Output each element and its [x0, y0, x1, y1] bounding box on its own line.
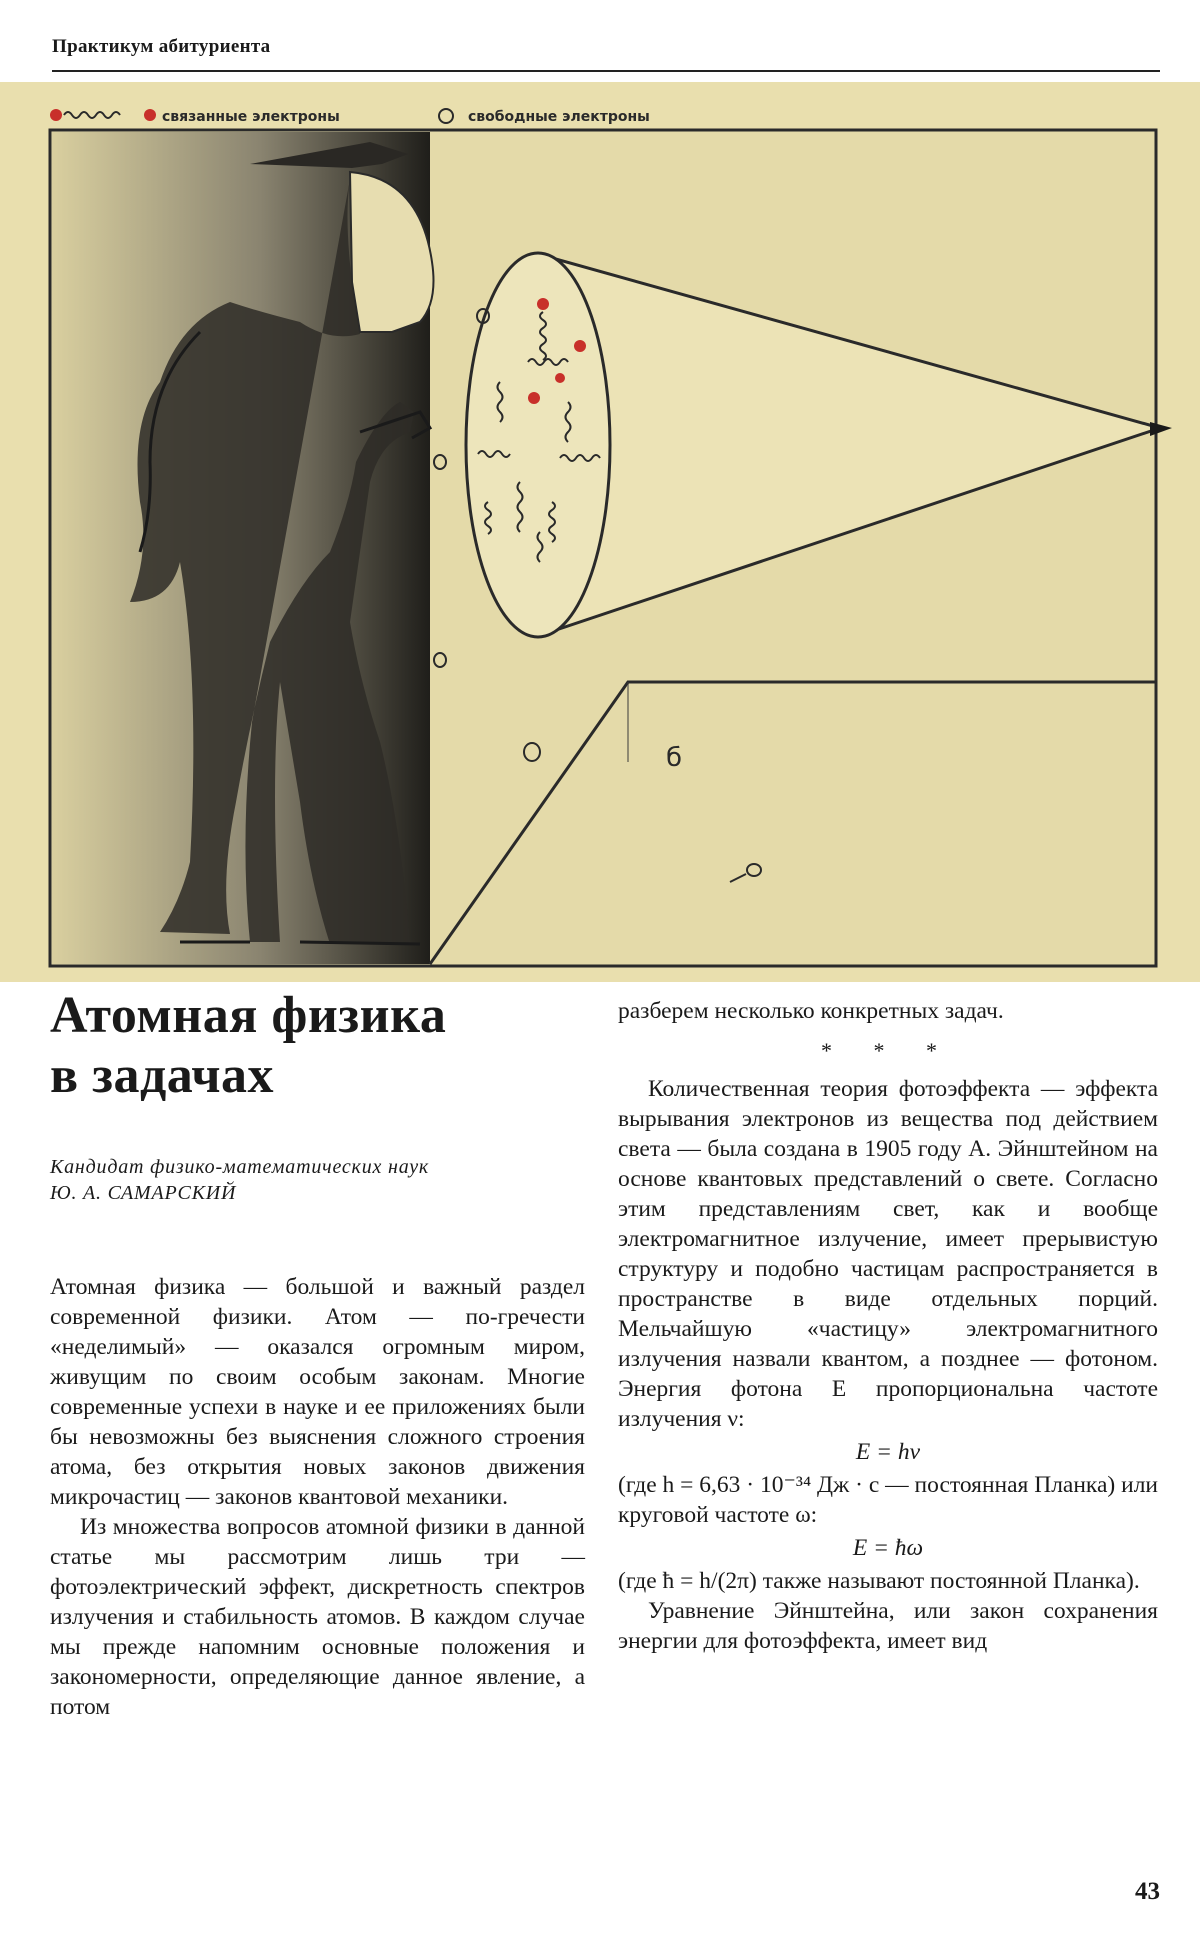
- legend-bound-label: связанные электроны: [162, 109, 340, 125]
- illustration-drawing: [0, 82, 1200, 982]
- cone-tip: [1150, 422, 1172, 436]
- spring-legend-icon: [64, 112, 120, 118]
- byline-degree: Кандидат физико-математических наук: [50, 1156, 430, 1178]
- paragraph-intro: Атомная физика — большой и важный раздел современной физики. Атом — по-гречести «неделимый» — оказался огромным миром, живущим по своим особым законам. Многие современные успехи в науке и ее приложениях были бы невозможны без выяснения сложного строения атома, без открытия новых законов движения микрочастиц — законов квантовой механики.: [50, 1274, 585, 1510]
- column-right: [618, 996, 1158, 1656]
- paragraph-continuation: разберем несколько конкретных задач.: [618, 998, 1004, 1024]
- page-number: 43: [1135, 1878, 1160, 1905]
- bound-electron-legend-icon: [144, 109, 156, 121]
- paragraph-reduced-planck: (где ħ = h/(2π) также называют постоянной Планка).: [618, 1568, 1140, 1594]
- bound-electron-legend-icon: [50, 109, 62, 121]
- illustration: [0, 82, 1200, 982]
- byline-author: Ю. А. САМАРСКИЙ: [50, 1182, 237, 1204]
- paragraph-scope: Из множества вопросов атомной физики в данной статье мы рассмотрим лишь три — фотоэлектрический эффект, дискретность спектров излучения и стабильность атомов. В каждом случае мы прежде напомним основные положения и закономерности, определяющие данное явление, а потом: [50, 1514, 585, 1720]
- column-left: [50, 1272, 585, 1722]
- bound-electron-icon: [537, 298, 549, 310]
- paragraph-einstein-equation: Уравнение Эйнштейна, или закон сохранения энергии для фотоэффекта, имеет вид: [618, 1598, 1158, 1654]
- article-title: [50, 986, 446, 1106]
- paragraph-planck: (где h = 6,63 · 10⁻³⁴ Дж · с — постоянная Планка) или круговой частоте ω:: [618, 1472, 1159, 1528]
- title-line-1: Атомная физика: [50, 987, 447, 1044]
- header-rule: [52, 70, 1160, 72]
- free-electron-legend-icon: [439, 109, 453, 123]
- bound-electron-icon: [528, 392, 540, 404]
- paragraph-photoeffect: Количественная теория фотоэффекта — эффекта вырывания электронов из вещества под действием света — была создана в 1905 году А. Эйнштейном на основе квантовых представлений о свете. Согласно этим представлениям свет, как и вообще электромагнитное излучение, имеет прерывистую структуру и подобно частицам распространяется в пространстве в виде отдельных порций. Мельчайшую «частицу» электромагнитного излучения назвали квантом, а позднее — фотоном. Энергия фотона E пропорциональна частоте излучения ν:: [618, 1076, 1158, 1432]
- bound-electron-icon: [574, 340, 586, 352]
- legend-free-label: свободные электроны: [468, 109, 650, 125]
- legend: [50, 109, 650, 125]
- formula-energy-angular: E = ħω: [852, 1535, 924, 1561]
- sketch-mark: б: [666, 743, 683, 773]
- running-head: Практикум абитуриента: [52, 36, 271, 57]
- title-line-2: в задачах: [50, 1047, 275, 1104]
- bound-electron-icon: [555, 373, 565, 383]
- byline: [50, 1154, 429, 1206]
- formula-energy-frequency: E = hν: [855, 1439, 921, 1465]
- section-separator: * * *: [821, 1038, 955, 1063]
